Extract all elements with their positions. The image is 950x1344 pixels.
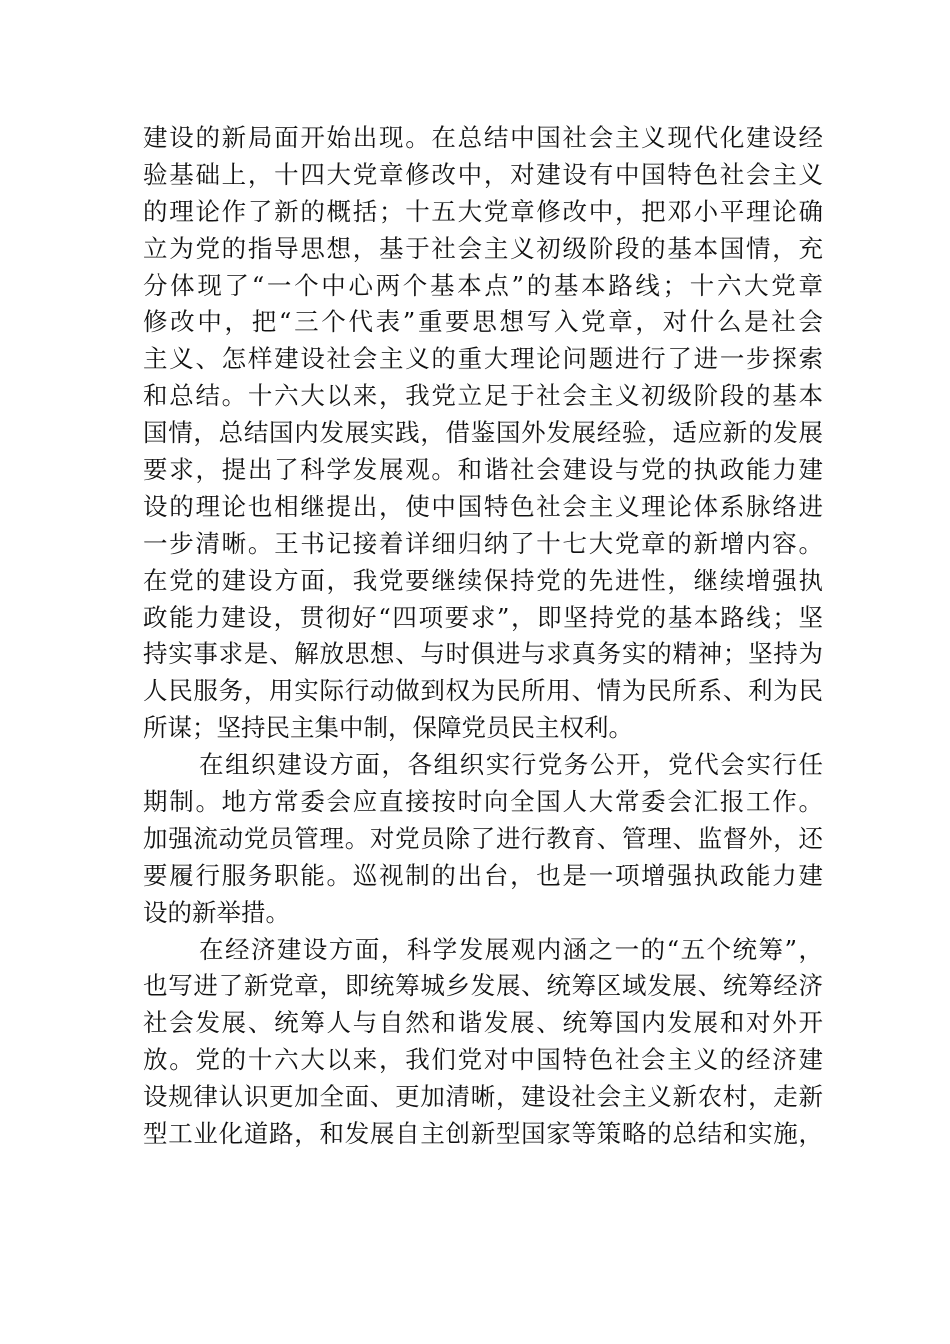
text-line: 分体现了“一个中心两个基本点”的基本路线；十六大党章 bbox=[143, 270, 823, 300]
text-line: 也写进了新党章，即统筹城乡发展、统筹区域发展、统筹经济 bbox=[143, 971, 823, 1001]
text-line: 的理论作了新的概括；十五大党章修改中，把邓小平理论确 bbox=[143, 196, 823, 226]
text-line: 要履行服务职能。巡视制的出台，也是一项增强执政能力建 bbox=[143, 860, 823, 890]
text-line: 建设的新局面开始出现。在总结中国社会主义现代化建设经 bbox=[143, 123, 823, 152]
text-line: 社会发展、统筹人与自然和谐发展、统筹国内发展和对外开 bbox=[143, 1008, 823, 1038]
text-line: 加强流动党员管理。对党员除了进行教育、管理、监督外，还 bbox=[143, 823, 823, 853]
text-line: 型工业化道路，和发展自主创新型国家等策略的总结和实施， bbox=[143, 1119, 823, 1149]
text-line: 所谋；坚持民主集中制，保障党员民主权利。 bbox=[143, 713, 633, 743]
text-line: 修改中，把“三个代表”重要思想写入党章，对什么是社会 bbox=[143, 307, 823, 337]
text-line: 政能力建设，贯彻好“四项要求”，即坚持党的基本路线；坚 bbox=[143, 602, 823, 632]
paragraph-party-history bbox=[143, 120, 823, 747]
text-line: 持实事求是、解放思想、与时俱进与求真务实的精神；坚持为 bbox=[143, 639, 823, 669]
document-body bbox=[143, 120, 823, 1153]
text-line: 和总结。十六大以来，我党立足于社会主义初级阶段的基本 bbox=[143, 381, 823, 411]
text-line: 设规律认识更加全面、更加清晰，建设社会主义新农村，走新 bbox=[143, 1082, 823, 1112]
text-line: 要求，提出了科学发展观。和谐社会建设与党的执政能力建 bbox=[143, 455, 823, 485]
text-line: 主义、怎样建设社会主义的重大理论问题进行了进一步探索 bbox=[143, 344, 823, 374]
text-line: 一步清晰。王书记接着详细归纳了十七大党章的新增内容。 bbox=[143, 528, 823, 558]
text-line: 在组织建设方面，各组织实行党务公开，党代会实行任 bbox=[199, 750, 823, 780]
text-line: 验基础上，十四大党章修改中，对建设有中国特色社会主义 bbox=[143, 159, 823, 189]
text-line: 人民服务，用实际行动做到权为民所用、情为民所系、利为民 bbox=[143, 676, 823, 706]
text-line: 期制。地方常委会应直接按时向全国人大常委会汇报工作。 bbox=[143, 787, 823, 817]
text-line: 在党的建设方面，我党要继续保持党的先进性，继续增强执 bbox=[143, 565, 823, 595]
text-line: 国情，总结国内发展实践，借鉴国外发展经验，适应新的发展 bbox=[143, 418, 823, 448]
paragraph-economic-building bbox=[143, 932, 823, 1153]
text-line: 立为党的指导思想，基于社会主义初级阶段的基本国情，充 bbox=[143, 233, 823, 263]
text-line: 放。党的十六大以来，我们党对中国特色社会主义的经济建 bbox=[143, 1045, 823, 1075]
text-line: 设的新举措。 bbox=[143, 897, 290, 927]
text-line: 设的理论也相继提出，使中国特色社会主义理论体系脉络进 bbox=[143, 491, 823, 521]
text-line: 在经济建设方面，科学发展观内涵之一的“五个统筹”， bbox=[199, 934, 823, 964]
paragraph-organization-building bbox=[143, 747, 823, 931]
